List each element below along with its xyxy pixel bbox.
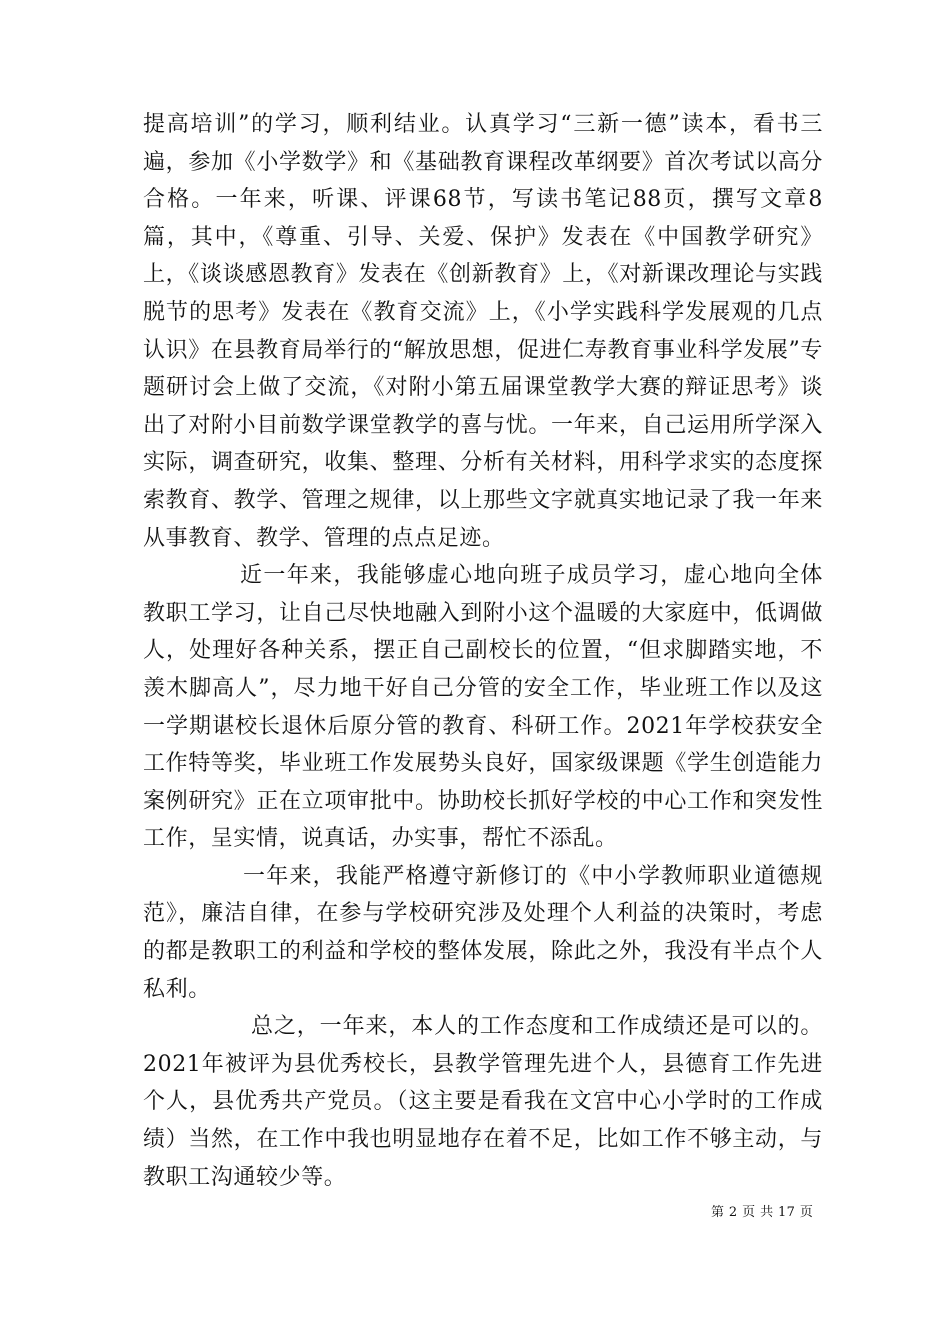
page-number-footer: 第 2 页 共 17 页 (711, 1205, 814, 1220)
paragraph-team-work: 近一年来，我能够虚心地向班子成员学习，虚心地向全体教职工学习，让自己尽快地融入到附小这个温暖的大家庭中，低调做人，处理好各种关系，摆正自己副校长的位置，“但求脚踏实地，不羡木脚高人”，尽力地干好自己分管的安全工作，毕业班工作以及这一学期谌校长退休后原分管的教育、科研工作。2021年学校获安全工作特等奖，毕业班工作发展势头良好，国家级课题《学生创造能力案例研究》正在立项审批中。协助校长抓好学校的中心工作和突发性工作，呈实情，说真话，办实事，帮忙不添乱。 (143, 563, 823, 852)
paragraph-summary: 总之，一年来，本人的工作态度和工作成绩还是可以的。2021年被评为县优秀校长，县教学管理先进个人，县德育工作先进个人，县优秀共产党员。（这主要是看我在文宫中心小学时的工作成绩）当然，在工作中我也明显地存在着不足，比如工作不够主动，与教职工沟通较少等。 (143, 1014, 823, 1190)
document-body (143, 106, 823, 1196)
paragraph-study-and-writing: 提高培训”的学习，顺利结业。认真学习“三新一德”读本，看书三遍，参加《小学数学》和《基础教育课程改革纲要》首次考试以高分合格。一年来，听课、评课68节，写读书笔记88页，撰写文章8篇，其中，《尊重、引导、关爱、保护》发表在《中国教学研究》上，《谈谈感恩教育》发表在《创新教育》上，《对新课改理论与实践脱节的思考》发表在《教育交流》上，《小学实践科学发展观的几点认识》在县教育局举行的“解放思想，促进仁寿教育事业科学发展”专题研讨会上做了交流，《对附小第五届课堂教学大赛的辩证思考》谈出了对附小目前数学课堂教学的喜与忧。一年来，自己运用所学深入实际，调查研究，收集、整理、分析有关材料，用科学求实的态度探索教育、教学、管理之规律，以上那些文字就真实地记录了我一年来从事教育、教学、管理的点点足迹。 (143, 112, 823, 551)
paragraph-professional-ethics: 一年来，我能严格遵守新修订的《中小学教师职业道德规范》，廉洁自律，在参与学校研究涉及处理个人利益的决策时，考虑的都是教职工的利益和学校的整体发展，除此之外，我没有半点个人私利。 (143, 863, 823, 1002)
